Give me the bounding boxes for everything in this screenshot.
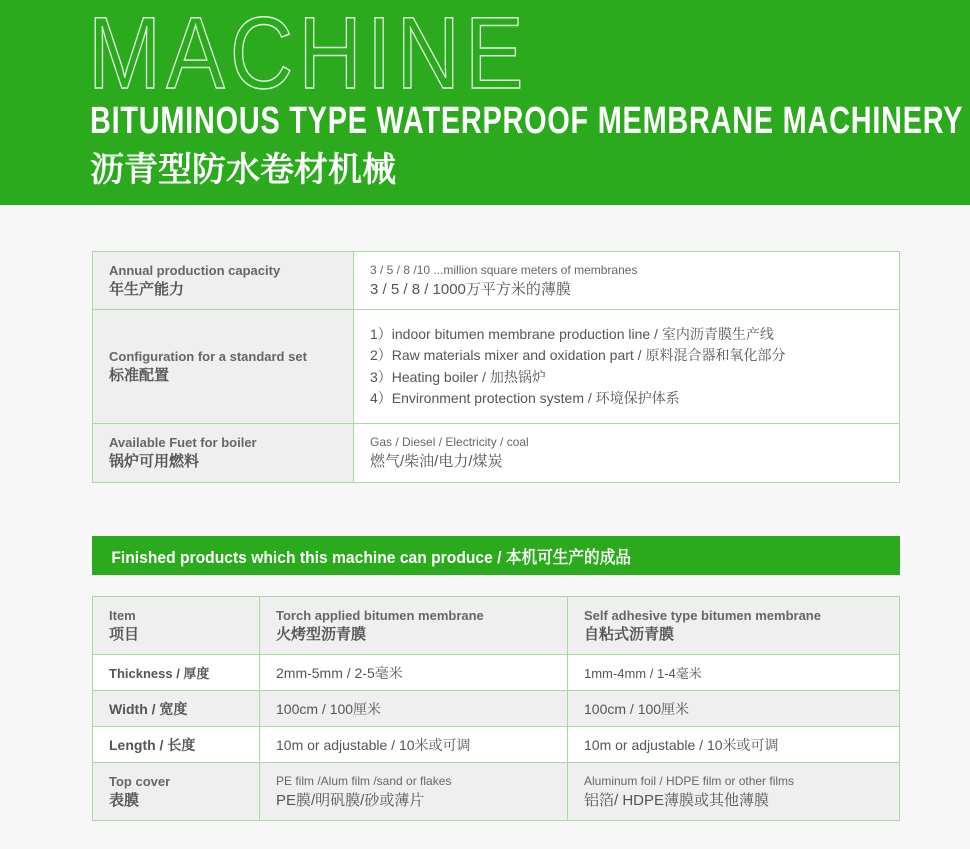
self-value: 100cm / 100厘米	[584, 700, 690, 717]
self-value: 10m or adjustable / 10米或可调	[584, 736, 779, 753]
spec-value-cell	[354, 424, 900, 483]
products-heading-bar	[92, 536, 900, 575]
spec-value-cn: 3 / 5 / 8 / 1000万平方米的薄膜	[370, 280, 571, 298]
list-item: 1）indoor bitumen membrane production line / 室内沥青膜生产线	[370, 325, 774, 342]
spec-value-cell	[354, 252, 900, 310]
row-label-cell	[93, 691, 260, 727]
spec-value-cell	[354, 310, 900, 424]
spec-table	[92, 251, 900, 483]
self-value-cn: 铝箔/ HDPE薄膜或其他薄膜	[584, 791, 770, 809]
spec-label-cn: 锅炉可用燃料	[109, 453, 200, 470]
header-self-cn: 自粘式沥青膜	[584, 625, 675, 643]
header-item-cn: 项目	[109, 625, 140, 643]
row-label-cell	[93, 727, 260, 763]
header-banner	[0, 0, 970, 205]
header-torch-cn: 火烤型沥青膜	[276, 625, 367, 643]
spec-label-en: Configuration for a standard set	[109, 348, 307, 364]
header-cell-self-adhesive	[568, 597, 900, 655]
row-label-en: Top cover	[109, 773, 171, 789]
list-item: 3）Heating boiler / 加热锅炉	[370, 368, 546, 385]
watermark-title: MACHINE	[88, 0, 529, 110]
row-label: Width / 宽度	[109, 700, 188, 717]
spec-label-cell	[93, 252, 354, 310]
self-value-en: Aluminum foil / HDPE film or other films	[584, 773, 795, 788]
spec-label-cell	[93, 310, 354, 424]
row-label-cell	[93, 763, 260, 821]
torch-value: 100cm / 100厘米	[276, 700, 382, 717]
products-table	[92, 596, 900, 821]
spec-value-cn: 燃气/柴油/电力/煤炭	[370, 453, 503, 470]
table-row	[93, 727, 900, 763]
table-row	[93, 310, 900, 424]
spec-value-en: Gas / Diesel / Electricity / coal	[370, 435, 529, 449]
self-value: 1mm-4mm / 1-4毫米	[584, 665, 702, 681]
row-label-cell	[93, 655, 260, 691]
row-label: Length / 长度	[109, 736, 196, 753]
torch-value-cell	[260, 691, 568, 727]
spec-label-en: Available Fuet for boiler	[109, 435, 257, 450]
spec-value-en: 3 / 5 / 8 /10 ...million square meters of membranes	[370, 262, 638, 277]
torch-value-cn: PE膜/明矾膜/砂或薄片	[276, 791, 425, 809]
table-row	[93, 763, 900, 821]
spec-label-cell	[93, 424, 354, 483]
self-value-cell	[568, 655, 900, 691]
table-header-row	[93, 597, 900, 655]
list-item: 2）Raw materials mixer and oxidation part / 原料混合器和氧化部分	[370, 347, 786, 363]
row-label-cn: 表膜	[109, 791, 140, 809]
torch-value: 2mm-5mm / 2-5毫米	[276, 664, 403, 681]
header-cell-item	[93, 597, 260, 655]
spec-label-en: Annual production capacity	[109, 262, 281, 278]
table-row	[93, 655, 900, 691]
header-torch-en: Torch applied bitumen membrane	[276, 607, 484, 623]
products-heading: Finished products which this machine can produce / 本机可生产的成品	[111, 548, 631, 567]
row-label: Thickness / 厚度	[109, 665, 210, 681]
header-self-en: Self adhesive type bitumen membrane	[584, 607, 821, 623]
torch-value: 10m or adjustable / 10米或可调	[276, 736, 471, 753]
table-row	[93, 691, 900, 727]
header-cell-torch	[260, 597, 568, 655]
list-item: 4）Environment protection system / 环境保护体系	[370, 390, 680, 406]
torch-value-en: PE film /Alum film /sand or flakes	[276, 773, 452, 788]
spec-label-cn: 年生产能力	[109, 280, 185, 298]
page-title-cn: 沥青型防水卷材机械	[90, 150, 396, 190]
table-row	[93, 424, 900, 483]
header-item-en: Item	[109, 607, 136, 623]
table-row	[93, 252, 900, 310]
torch-value-cell	[260, 763, 568, 821]
torch-value-cell	[260, 727, 568, 763]
self-value-cell	[568, 763, 900, 821]
torch-value-cell	[260, 655, 568, 691]
spec-label-cn: 标准配置	[109, 366, 170, 384]
page-title-en: BITUMINOUS TYPE WATERPROOF MEMBRANE MACHINERY	[90, 100, 964, 142]
self-value-cell	[568, 691, 900, 727]
self-value-cell	[568, 727, 900, 763]
